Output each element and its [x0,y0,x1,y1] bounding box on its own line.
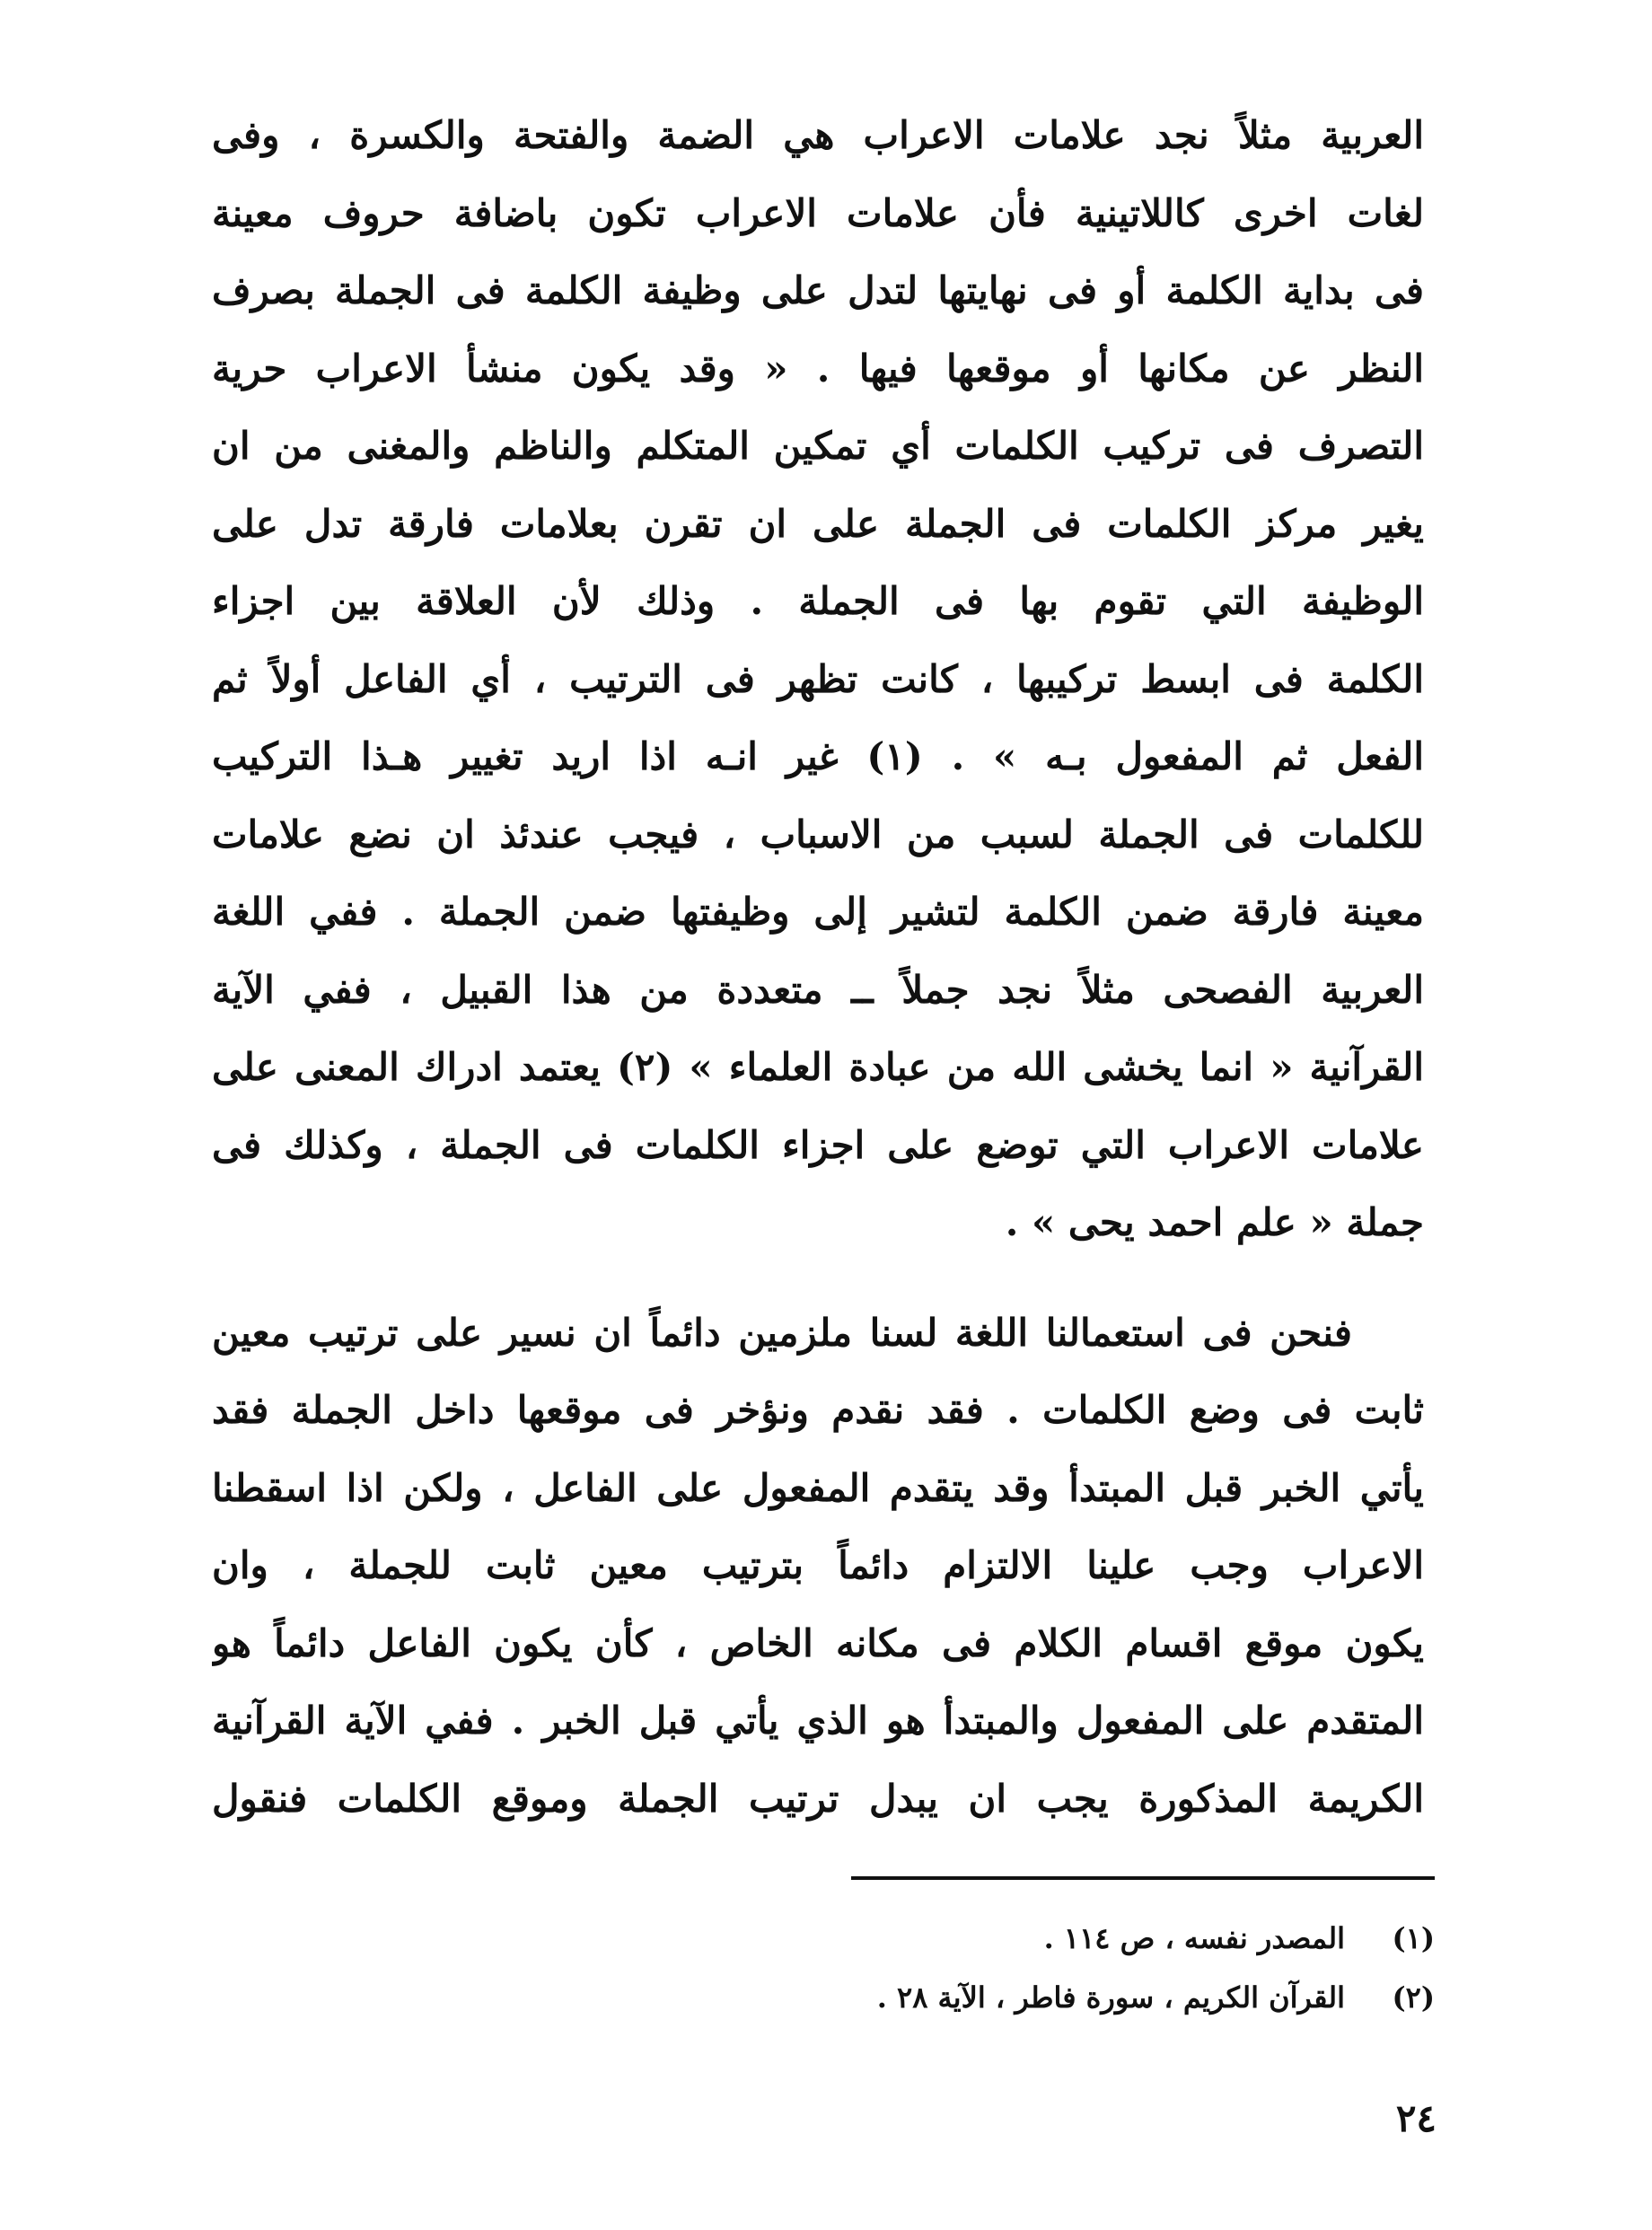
text-line: يكون موقع اقسام الكلام فى مكانه الخاص ، كأن يكون الفاعل دائماً هو [212,1620,1424,1665]
text-line: الاعراب وجب علينا الالتزام دائماً بترتيب معين ثابت للجملة ، وان [212,1543,1424,1587]
body-text [212,97,1424,1838]
text-line: العربية الفصحى مثلاً نجد جملاً ــ متعددة من هذا القبيل ، ففي الآية [212,967,1424,1012]
footnotes [628,1909,1435,2027]
text-line: الكلمة فى ابسط تركيبها ، كانت تظهر فى الترتيب ، أي الفاعل أولاً ثم [212,656,1424,701]
text-line: لغات اخرى كاللاتينية فأن علامات الاعراب تكون باضافة حروف معينة [212,190,1424,235]
text-line: جملة « علم احمد يحى » . [1005,1200,1424,1244]
text-line: يغير مركز الكلمات فى الجملة على ان تقرن بعلامات فارقة تدل على [212,501,1424,546]
text-line: القرآنية « انما يخشى الله من عبادة العلماء » (٢) يعتمد ادراك المعنى على [212,1045,1424,1089]
paragraph-2 [212,1295,1424,1839]
text-line: المتقدم على المفعول والمبتدأ هو الذي يأتي قبل الخبر . ففي الآية القرآنية [212,1699,1424,1743]
footnote-number: (١) [1392,1921,1435,1955]
footnote-text: القرآن الكريم ، سورة فاطر ، الآية ٢٨ . [876,1980,1345,2015]
page-number: ٢٤ [1395,2096,1437,2140]
footnote-item [628,1968,1435,2027]
text-line: يأتي الخبر قبل المبتدأ وقد يتقدم المفعول على الفاعل ، ولكن اذا اسقطنا [212,1465,1424,1510]
text-line: علامات الاعراب التي توضع على اجزاء الكلمات فى الجملة ، وكذلك فى [212,1122,1424,1167]
text-line: معينة فارقة ضمن الكلمة لتشير إلى وظيفتها ضمن الجملة . ففي اللغة [212,890,1424,934]
text-line: الكريمة المذكورة يجب ان يبدل ترتيب الجملة وموقع الكلمات فنقول [212,1776,1424,1821]
text-line: فنحن فى استعمالنا اللغة لسنا ملزمين دائماً ان نسير على ترتيب معين [212,1310,1352,1355]
text-line: الوظيفة التي تقوم بها فى الجملة . وذلك لأن العلاقة بين اجزاء [212,579,1424,623]
footnote-text: المصدر نفسه ، ص ١١٤ . [1043,1921,1345,1955]
text-line: الفعل ثم المفعول بـه » . (١) غير انـه اذا اريد تغيير هـذا التركيب [212,734,1424,778]
paragraph-1 [212,97,1424,1262]
footnote-item [628,1909,1435,1968]
footnote-separator [851,1876,1435,1880]
text-line: العربية مثلاً نجد علامات الاعراب هي الضمة والفتحة والكسرة ، وفى [212,113,1424,157]
paragraph-gap [212,1262,1424,1295]
text-line: النظر عن مكانها أو موقعها فيها . « وقد يكون منشأ الاعراب حرية [212,346,1424,391]
footnote-number: (٢) [1392,1980,1435,2015]
text-line: للكلمات فى الجملة لسبب من الاسباب ، فيجب عندئذ ان نضع علامات [212,812,1424,856]
text-line: فى بداية الكلمة أو فى نهايتها لتدل على وظيفة الكلمة فى الجملة بصرف [212,268,1424,312]
text-line: التصرف فى تركيب الكلمات أي تمكين المتكلم والناظم والمغنى من ان [212,424,1424,468]
text-line: ثابت فى وضع الكلمات . فقد نقدم ونؤخر فى موقعها داخل الجملة فقد [212,1388,1424,1432]
